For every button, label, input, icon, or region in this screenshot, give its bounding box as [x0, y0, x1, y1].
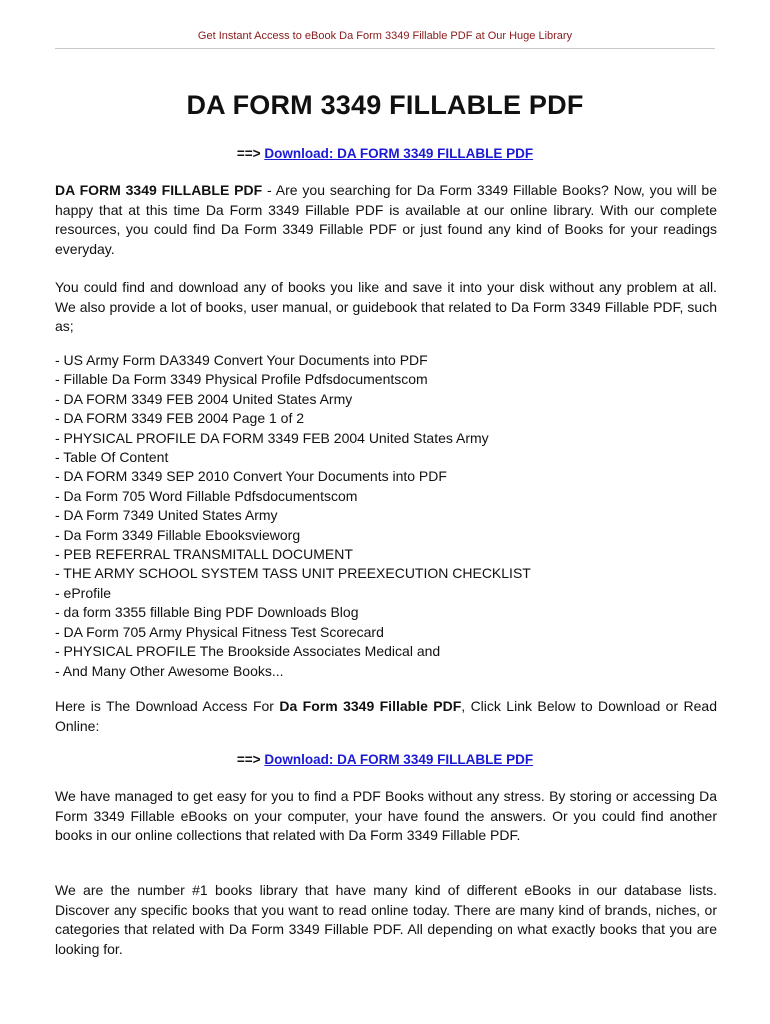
download-link-top[interactable]: Download: DA FORM 3349 FILLABLE PDF — [264, 146, 534, 161]
list-item: - Fillable Da Form 3349 Physical Profile Pdfsdocumentscom — [55, 371, 428, 388]
access-paragraph — [55, 697, 717, 736]
download-line-bottom — [55, 752, 715, 767]
paragraph-managed: We have managed to get easy for you to find a PDF Books without any stress. By storing or accessing Da Form 3349 Fillable eBooks on your computer, your have found the answers. Or you could find another books in our online collections that related with Da Form 3349 Fillable PDF. — [55, 788, 717, 843]
paragraph-related: You could find and download any of books you like and save it into your disk without any problem at all. We also provide a lot of books, user manual, or guidebook that related to Da Form 3349 Fillable PDF, such as; — [55, 279, 717, 334]
list-item: - da form 3355 fillable Bing PDF Downloads Blog — [55, 604, 359, 621]
list-item: - eProfile — [55, 584, 112, 601]
list-item: - Da Form 705 Word Fillable Pdfsdocumentscom — [55, 487, 358, 504]
download-link-bottom[interactable]: Download: DA FORM 3349 FILLABLE PDF — [264, 752, 534, 767]
list-item: - DA Form 705 Army Physical Fitness Test Scorecard — [55, 623, 384, 640]
header-divider — [55, 48, 715, 49]
list-item: - Table Of Content — [55, 449, 169, 466]
access-pre: Here is The Download Access For — [55, 698, 280, 714]
page-title: DA FORM 3349 FILLABLE PDF — [186, 90, 584, 120]
list-item: - PHYSICAL PROFILE DA FORM 3349 FEB 2004 United States Army — [55, 429, 489, 446]
list-item: - PHYSICAL PROFILE The Brookside Associates Medical and — [55, 643, 441, 660]
intro-bold-lead: DA FORM 3349 FILLABLE PDF — [55, 182, 263, 198]
list-item: - THE ARMY SCHOOL SYSTEM TASS UNIT PREEXECUTION CHECKLIST — [55, 565, 531, 582]
access-bold: Da Form 3349 Fillable PDF — [279, 698, 462, 714]
top-note: Get Instant Access to eBook Da Form 3349 Fillable PDF at Our Huge Library — [197, 30, 573, 42]
download-line-top — [55, 146, 715, 161]
related-books-list — [55, 351, 717, 681]
list-item: - Da Form 3349 Fillable Ebooksvieworg — [55, 526, 301, 543]
download-arrow: ==> — [236, 752, 261, 767]
list-item: - DA Form 7349 United States Army — [55, 507, 278, 524]
list-item: - PEB REFERRAL TRANSMITALL DOCUMENT — [55, 546, 353, 563]
list-item: - US Army Form DA3349 Convert Your Documents into PDF — [55, 352, 428, 368]
intro-paragraph — [55, 181, 717, 259]
download-arrow: ==> — [236, 146, 261, 161]
list-item: - DA FORM 3349 FEB 2004 United States Army — [55, 390, 353, 407]
access-post: , Click Link Below to Download or Read Online: — [55, 698, 718, 734]
list-item: - DA FORM 3349 FEB 2004 Page 1 of 2 — [55, 410, 305, 427]
intro-text: - Are you searching for Da Form 3349 Fillable Books? Now, you will be happy that at this time Da Form 3349 Fillable PDF is available at our online library. With our complete resources, you could find Da Form 3349 Fillable PDF or just found any kind of Books for your readings everyday. — [55, 182, 717, 257]
list-item: - DA FORM 3349 SEP 2010 Convert Your Documents into PDF — [55, 468, 447, 485]
list-item: - And Many Other Awesome Books... — [55, 662, 284, 679]
paragraph-library: We are the number #1 books library that have many kind of different eBooks in our database lists. Discover any specific books that you want to read online today. There are many kind of brands, niches, or categories that related with Da Form 3349 Fillable PDF. All depending on what exactly books that you are looking for. — [55, 882, 717, 957]
